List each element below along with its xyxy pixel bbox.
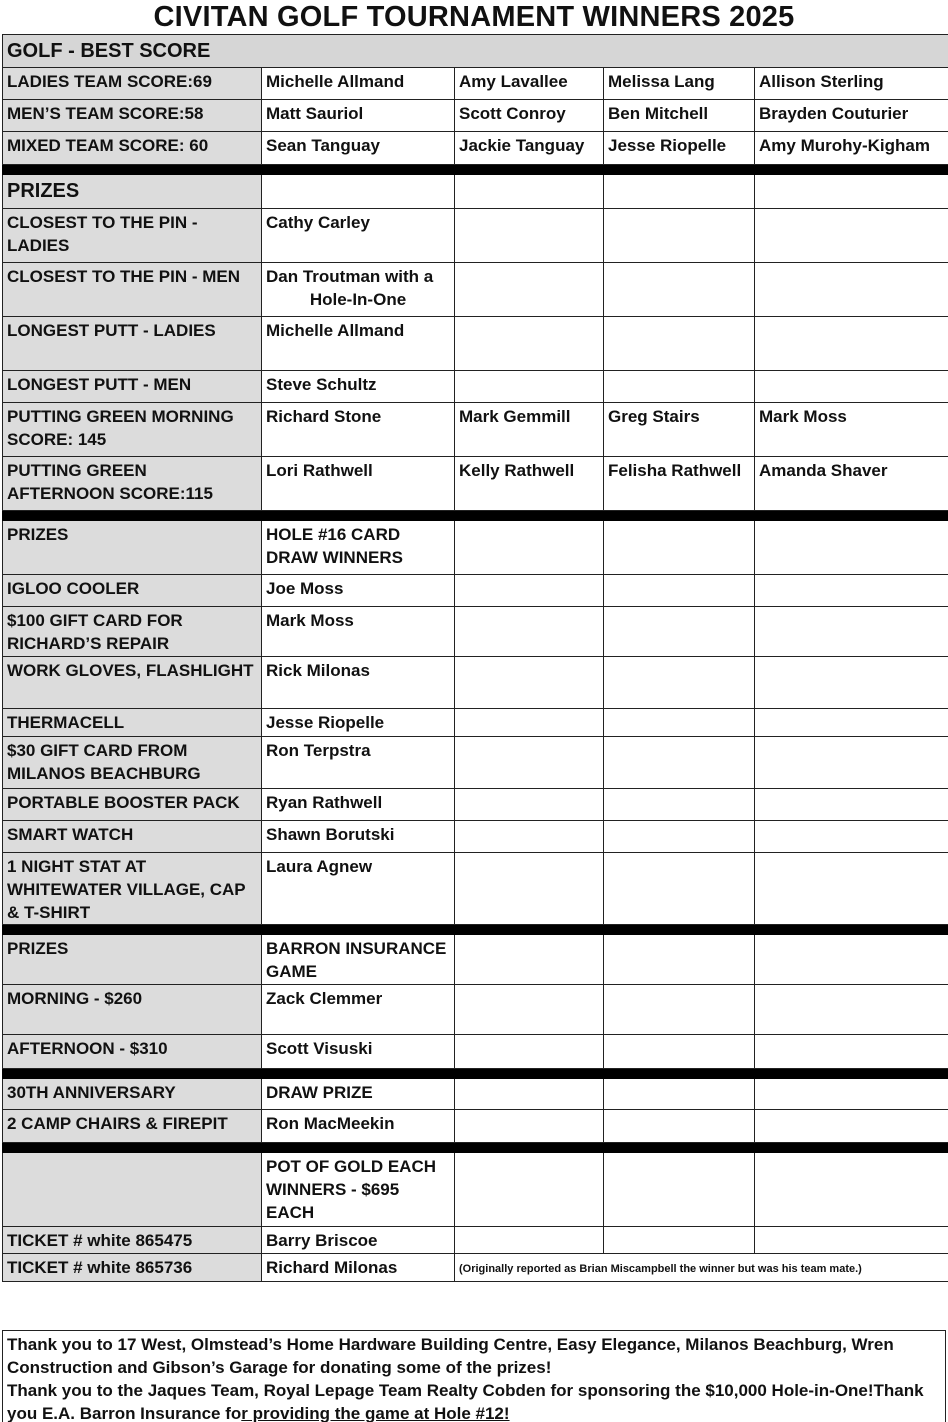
table-row [3,657,948,709]
winner-name: Michelle Allmand [262,317,455,371]
row-label: LONGEST PUTT - LADIES [3,317,262,371]
winner-name: Mark Moss [755,403,948,457]
row-label: MEN’S TEAM SCORE:58 [3,100,262,132]
winner-name: Cathy Carley [262,209,455,263]
table-row [3,132,948,165]
row-label: 2 CAMP CHAIRS & FIREPIT [3,1110,262,1143]
table-row [3,209,948,263]
row-label: PORTABLE BOOSTER PACK [3,789,262,821]
winner-name-line1: Dan Troutman with a [266,267,434,286]
section-header: PRIZES [3,935,262,985]
winner-name: Richard Milonas [262,1254,455,1282]
row-label: MIXED TEAM SCORE: 60 [3,132,262,165]
table-row [3,1035,948,1069]
table-row [3,403,948,457]
section-subheader: POT OF GOLD EACH WINNERS - $695 EACH [262,1153,455,1227]
row-label: $30 GIFT CARD FROM MILANOS BEACHBURG [3,737,262,789]
winner-name: Zack Clemmer [262,985,455,1035]
winner-name: Shawn Borutski [262,821,455,853]
winner-name: Mark Gemmill [455,403,604,457]
winner-name: Felisha Rathwell [604,457,755,511]
row-label: CLOSEST TO THE PIN - MEN [3,263,262,317]
table-row [3,575,948,607]
prizes-header-row [3,521,948,575]
winner-name: Kelly Rathwell [455,457,604,511]
thank-you-line2-text: Thank you to the Jaques Team, Royal Lepage Team Realty Cobden for sponsoring the $10,000 Hole-in-One!Thank you E.A. Barron Insurance fo [7,1381,924,1422]
section-divider [3,165,948,175]
page-title: CIVITAN GOLF TOURNAMENT WINNERS 2025 [153,1,795,33]
thank-you-line1: Thank you to 17 West, Olmstead’s Home Hardware Building Centre, Easy Elegance, Milanos Beachburg, Wren Construction and Gibson’s Garage for donating some of the prizes! [7,1335,894,1377]
section-header: GOLF - BEST SCORE [3,35,948,68]
row-label: LONGEST PUTT - MEN [3,371,262,403]
section-header: PRIZES [3,521,262,575]
table-row [3,68,948,100]
row-label: SMART WATCH [3,821,262,853]
table-row [3,789,948,821]
winner-name: Lori Rathwell [262,457,455,511]
winner-name: Melissa Lang [604,68,755,100]
table-row [3,607,948,657]
table-row [3,1254,948,1282]
winner-name: Greg Stairs [604,403,755,457]
thank-you-line2-underlined: r providing the game at Hole #12! [241,1404,510,1422]
row-label: PUTTING GREEN AFTERNOON SCORE:115 [3,457,262,511]
winner-name: Ryan Rathwell [262,789,455,821]
row-label: WORK GLOVES, FLASHLIGHT [3,657,262,709]
winner-name: Ron MacMeekin [262,1110,455,1143]
winner-name: Jesse Riopelle [604,132,755,165]
row-label: TICKET # white 865736 [3,1254,262,1282]
row-label: AFTERNOON - $310 [3,1035,262,1069]
winner-name: Scott Conroy [455,100,604,132]
section-header: PRIZES [3,175,262,209]
winner-name: Richard Stone [262,403,455,457]
anniversary-header-row [3,1079,948,1110]
row-label: MORNING - $260 [3,985,262,1035]
table-row [3,263,948,317]
section-divider [3,1069,948,1079]
winner-name: Jesse Riopelle [262,709,455,737]
winner-name: Amanda Shaver [755,457,948,511]
winner-name: Steve Schultz [262,371,455,403]
section-divider [3,511,948,521]
table-row [3,457,948,511]
table-row [3,709,948,737]
table-row [3,1227,948,1254]
pot-of-gold-header-row [3,1153,948,1227]
best-score-header-row [3,35,948,68]
row-label: LADIES TEAM SCORE:69 [3,68,262,100]
table-row [3,317,948,371]
section-subheader: HOLE #16 CARD DRAW WINNERS [262,521,455,575]
row-label: $100 GIFT CARD FOR RICHARD’S REPAIR [3,607,262,657]
winner-name: Sean Tanguay [262,132,455,165]
winners-table [2,34,948,1282]
thank-you-line2 [7,1379,941,1422]
hole-in-one-label: Hole-In-One [309,290,407,309]
section-subheader: BARRON INSURANCE GAME [262,935,455,985]
winner-name: Ron Terpstra [262,737,455,789]
section-divider [3,1143,948,1153]
winner-name: Joe Moss [262,575,455,607]
thank-you-footer [2,1330,946,1422]
winner-name: Amy Murohy-Kigham [755,132,948,165]
winner-name: Scott Visuski [262,1035,455,1069]
winner-name: Allison Sterling [755,68,948,100]
row-label: TICKET # white 865475 [3,1227,262,1254]
winner-name: Brayden Couturier [755,100,948,132]
table-row [3,821,948,853]
prizes-header-row [3,175,948,209]
table-row [3,737,948,789]
row-label: 1 NIGHT STAT AT WHITEWATER VILLAGE, CAP & T-SHIRT [3,853,262,925]
winner-name: Amy Lavallee [455,68,604,100]
winner-name: Barry Briscoe [262,1227,455,1254]
table-row [3,371,948,403]
winner-name [262,263,455,317]
winner-name: Rick Milonas [262,657,455,709]
row-label: CLOSEST TO THE PIN - LADIES [3,209,262,263]
winner-name: Jackie Tanguay [455,132,604,165]
section-divider [3,925,948,935]
table-row [3,853,948,925]
winner-name: Ben Mitchell [604,100,755,132]
prizes-header-row [3,935,948,985]
winner-name: Michelle Allmand [262,68,455,100]
row-label: IGLOO COOLER [3,575,262,607]
row-label: THERMACELL [3,709,262,737]
table-row [3,100,948,132]
row-label: PUTTING GREEN MORNING SCORE: 145 [3,403,262,457]
section-subheader: DRAW PRIZE [262,1079,455,1110]
table-row [3,1110,948,1143]
section-header: 30TH ANNIVERSARY [3,1079,262,1110]
winner-name: Matt Sauriol [262,100,455,132]
winner-name: Laura Agnew [262,853,455,925]
correction-note: (Originally reported as Brian Miscampbell the winner but was his team mate.) [459,1263,862,1275]
table-row [3,985,948,1035]
winner-name: Mark Moss [262,607,455,657]
